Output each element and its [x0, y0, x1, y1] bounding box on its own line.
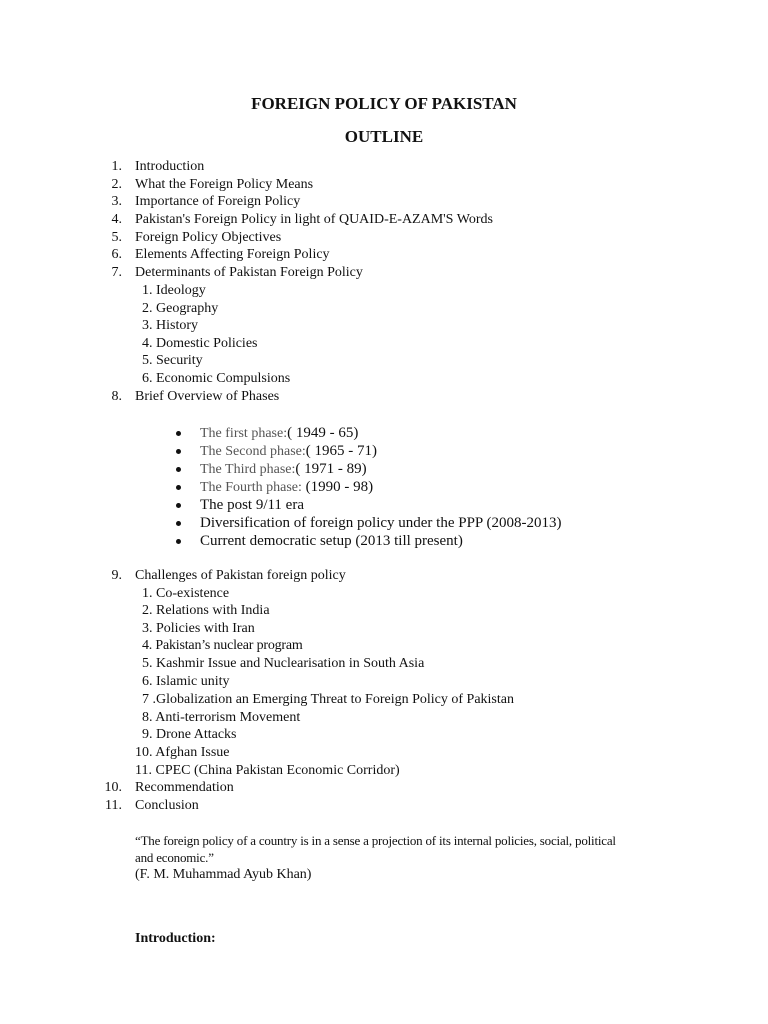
bullet-icon	[176, 467, 181, 472]
item-number: 1.	[111, 159, 122, 174]
determinant-item: 5. Security	[142, 353, 203, 368]
phase-label: The first phase:	[200, 426, 288, 441]
item-number: 7.	[111, 265, 122, 280]
quote-line: “The foreign policy of a country is in a sense a projection of its internal policies, social, political	[135, 833, 616, 848]
challenge-item: 2. Relations with India	[142, 603, 270, 618]
item-number: 2.	[111, 177, 122, 192]
item-text: Elements Affecting Foreign Policy	[135, 247, 330, 262]
quote-author: (F. M. Muhammad Ayub Khan)	[135, 867, 312, 882]
challenge-item: 5. Kashmir Issue and Nuclearisation in South Asia	[142, 656, 425, 671]
document-title: FOREIGN POLICY OF PAKISTAN	[251, 94, 517, 113]
determinant-item: 3. History	[142, 318, 198, 333]
item-number: 9.	[111, 568, 122, 583]
item-number: 4.	[111, 212, 122, 227]
phase-value: Diversification of foreign policy under the PPP (2008-2013)	[200, 515, 562, 531]
challenge-item: 4. Pakistan’s nuclear program	[142, 638, 303, 653]
item-number: 10.	[104, 780, 122, 795]
phase-value: (1990 - 98)	[301, 479, 374, 495]
challenge-item: 3. Policies with Iran	[142, 621, 255, 636]
quote-line: and economic.”	[135, 850, 214, 865]
determinant-item: 1. Ideology	[142, 283, 206, 298]
item-text: Brief Overview of Phases	[135, 389, 280, 404]
phase-value: Current democratic setup (2013 till present)	[200, 533, 463, 549]
phase-value: The post 9/11 era	[200, 497, 304, 513]
bullet-icon	[176, 485, 181, 490]
introduction-heading: Introduction:	[135, 931, 216, 946]
challenge-item: 8. Anti-terrorism Movement	[142, 710, 301, 725]
item-text: Recommendation	[135, 780, 234, 795]
phase-label: The Fourth phase:	[200, 480, 302, 495]
challenge-item: 9. Drone Attacks	[142, 727, 237, 742]
document-subtitle: OUTLINE	[344, 127, 424, 146]
challenge-item: 10. Afghan Issue	[135, 745, 230, 760]
item-number: 3.	[111, 194, 122, 209]
item-number: 6.	[111, 247, 122, 262]
challenge-item: 6. Islamic unity	[142, 674, 230, 689]
item-number: 5.	[111, 230, 122, 245]
item-text: Foreign Policy Objectives	[135, 230, 282, 245]
determinant-item: 6. Economic Compulsions	[142, 371, 291, 386]
item-text: Conclusion	[135, 798, 199, 813]
item-number: 11.	[105, 798, 122, 813]
item-text: Challenges of Pakistan foreign policy	[135, 568, 346, 583]
item-text: Importance of Foreign Policy	[135, 194, 301, 209]
phase-value: ( 1965 - 71)	[305, 443, 377, 459]
determinant-item: 4. Domestic Policies	[142, 336, 258, 351]
phase-label: The Second phase:	[200, 444, 306, 459]
phase-value: ( 1971 - 89)	[295, 461, 367, 477]
item-text: Introduction	[135, 159, 205, 174]
bullet-icon	[176, 503, 181, 508]
challenge-item: 1. Co-existence	[142, 586, 230, 601]
item-text: Determinants of Pakistan Foreign Policy	[135, 265, 363, 280]
item-number: 8.	[111, 389, 122, 404]
phase-label: The Third phase:	[200, 462, 296, 477]
bullet-icon	[176, 521, 181, 526]
challenge-item: 7 .Globalization an Emerging Threat to Foreign Policy of Pakistan	[142, 692, 514, 707]
phase-value: ( 1949 - 65)	[287, 425, 359, 441]
item-text: Pakistan's Foreign Policy in light of QUAID-E-AZAM'S Words	[135, 212, 493, 227]
bullet-icon	[176, 539, 181, 544]
determinant-item: 2. Geography	[142, 301, 219, 316]
bullet-icon	[176, 449, 181, 454]
challenge-item: 11. CPEC (China Pakistan Economic Corridor)	[135, 763, 400, 778]
bullet-icon	[176, 431, 181, 436]
item-text: What the Foreign Policy Means	[135, 177, 314, 192]
